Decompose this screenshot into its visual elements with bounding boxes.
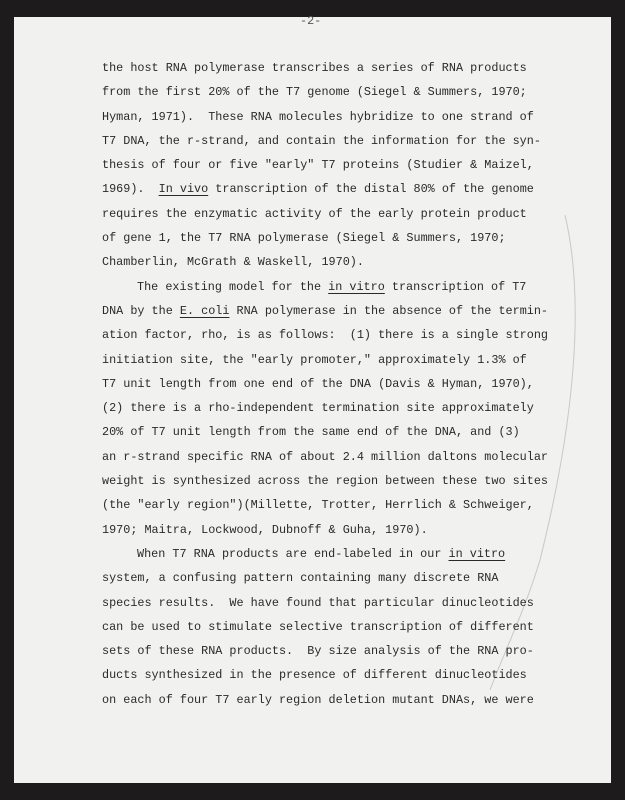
text-line [102, 105, 542, 129]
text-line [102, 469, 548, 493]
text-line [102, 639, 542, 663]
text-segment: transcription of T7 [384, 279, 527, 294]
text-line [102, 299, 549, 323]
underlined-text: in vitro [328, 279, 385, 294]
text-segment: Chamberlin, McGrath & Waskell, 1970). [102, 255, 364, 270]
text-line [102, 250, 542, 274]
text-segment: (the "early region")(Millette, Trotter, Herrlich & Schweiger, [102, 498, 534, 513]
text-line [102, 202, 542, 226]
text-segment: of gene 1, the T7 RNA polymerase (Siegel & Summers, 1970; [102, 231, 506, 246]
text-line [102, 688, 542, 712]
text-segment: an r-strand specific RNA of about 2.4 million daltons molecular [102, 449, 548, 464]
text-line [102, 445, 548, 469]
text-segment: can be used to stimulate selective transcription of different [102, 619, 534, 634]
text-segment: the host RNA polymerase transcribes a series of RNA products [102, 61, 527, 75]
text-line [102, 177, 542, 201]
text-line [102, 420, 542, 444]
text-segment: initiation site, the "early promoter," approximately 1.3% of [102, 352, 527, 367]
text-segment: 1969). [102, 182, 159, 197]
text-line [102, 372, 542, 396]
text-line [102, 396, 542, 420]
text-segment: on each of four T7 early region deletion mutant DNAs, we were [102, 692, 534, 707]
text-line [102, 663, 542, 687]
body-text [102, 56, 549, 712]
text-segment: The existing model for the [137, 279, 329, 294]
text-segment: system, a confusing pattern containing many discrete RNA [102, 571, 499, 586]
text-line [102, 348, 542, 372]
text-line [102, 80, 542, 104]
text-segment: weight is synthesized across the region between these two sites [102, 474, 548, 489]
text-segment: DNA by the [102, 303, 180, 318]
text-line [102, 323, 548, 347]
underlined-text: E. coli [179, 303, 230, 318]
text-segment: T7 DNA, the r-strand, and contain the information for the syn- [102, 133, 541, 148]
text-segment: 20% of T7 unit length from the same end of the DNA, and (3) [102, 425, 520, 440]
text-segment: RNA polymerase in the absence of the termin- [229, 303, 549, 318]
text-segment: (2) there is a rho-independent termination site approximately [102, 401, 534, 416]
underlined-text: In vivo [158, 182, 209, 197]
text-line [102, 591, 542, 615]
text-line [102, 542, 542, 566]
underlined-text: in vitro [448, 546, 506, 561]
text-segment: transcription of the distal 80% of the genome [208, 182, 534, 197]
text-line [102, 129, 542, 153]
text-segment: requires the enzymatic activity of the early protein product [102, 206, 527, 221]
text-segment: ation factor, rho, is as follows: (1) there is a single strong [102, 328, 548, 343]
text-segment: 1970; Maitra, Lockwood, Dubnoff & Guha, 1970). [102, 522, 428, 537]
text-segment: T7 unit length from one end of the DNA (Davis & Hyman, 1970), [102, 376, 534, 391]
text-segment: thesis of four or five "early" T7 proteins (Studier & Maizel, [102, 158, 534, 173]
text-line [102, 615, 542, 639]
text-segment: Hyman, 1971). These RNA molecules hybridize to one strand of [102, 109, 534, 124]
text-line [102, 566, 542, 590]
text-segment: sets of these RNA products. By size analysis of the RNA pro- [102, 644, 534, 659]
text-line [102, 153, 542, 177]
text-line [102, 275, 542, 299]
text-segment: species results. We have found that particular dinucleotides [102, 595, 534, 610]
text-line [102, 226, 542, 250]
text-line [102, 493, 542, 517]
text-segment: ducts synthesized in the presence of different dinucleotides [102, 668, 527, 683]
text-segment: from the first 20% of the T7 genome (Siegel & Summers, 1970; [102, 85, 527, 100]
page-number: -2- [300, 14, 322, 28]
text-line [102, 518, 542, 542]
text-line [102, 56, 542, 80]
text-segment: When T7 RNA products are end-labeled in our [137, 546, 449, 561]
